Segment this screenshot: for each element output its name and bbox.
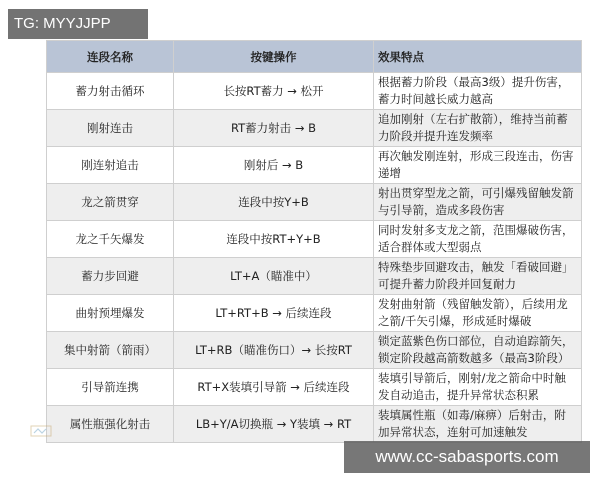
combo-name-cell: 曲射预埋爆发 (47, 295, 174, 332)
watermark-stamp-icon (30, 424, 52, 438)
table-row (47, 406, 582, 443)
header-combo-name: 连段名称 (47, 41, 174, 73)
table-header-row (47, 41, 582, 73)
combo-name-cell: 属性瓶强化射击 (47, 406, 174, 443)
effect-cell: 追加刚射（左右扩散箭），维持当前蓄力阶段并提升连发频率 (374, 110, 582, 147)
effect-cell: 特殊垫步回避攻击，触发「看破回避」可提升蓄力阶段并回复耐力 (374, 258, 582, 295)
table-row (47, 369, 582, 406)
header-effect: 效果特点 (374, 41, 582, 73)
button-input-cell: 连段中按Y+B (174, 184, 374, 221)
combo-name-cell: 龙之箭贯穿 (47, 184, 174, 221)
effect-cell: 根据蓄力阶段（最高3级）提升伤害，蓄力时间越长威力越高 (374, 73, 582, 110)
combo-name-cell: 龙之千矢爆发 (47, 221, 174, 258)
table-row (47, 332, 582, 369)
effect-cell: 发射曲射箭（残留触发箭），后续用龙之箭/千矢引爆，形成延时爆破 (374, 295, 582, 332)
table-row (47, 73, 582, 110)
table-row (47, 147, 582, 184)
button-input-cell: RT+X装填引导箭 → 后续连段 (174, 369, 374, 406)
button-input-cell: 长按RT蓄力 → 松开 (174, 73, 374, 110)
combo-name-cell: 引导箭连携 (47, 369, 174, 406)
table-row (47, 221, 582, 258)
combo-name-cell: 刚连射追击 (47, 147, 174, 184)
table-row (47, 184, 582, 221)
button-input-cell: 刚射后 → B (174, 147, 374, 184)
effect-cell: 再次触发刚连射，形成三段连击，伤害递增 (374, 147, 582, 184)
effect-cell: 射出贯穿型龙之箭，可引爆残留触发箭与引导箭，造成多段伤害 (374, 184, 582, 221)
table-row (47, 258, 582, 295)
combo-name-cell: 刚射连击 (47, 110, 174, 147)
header-button-input: 按键操作 (174, 41, 374, 73)
button-input-cell: LT+RB（瞄准伤口）→ 长按RT (174, 332, 374, 369)
combo-name-cell: 蓄力步回避 (47, 258, 174, 295)
button-input-cell: 连段中按RT+Y+B (174, 221, 374, 258)
effect-cell: 锁定蓝紫色伤口部位，自动追踪箭矢，锁定阶段越高箭数越多（最高3阶段） (374, 332, 582, 369)
button-input-cell: LT+A（瞄准中） (174, 258, 374, 295)
site-watermark: www.cc-sabasports.com (344, 441, 590, 473)
effect-cell: 装填引导箭后，刚射/龙之箭命中时触发自动追击，提升异常状态积累 (374, 369, 582, 406)
button-input-cell: LB+Y/A切换瓶 → Y装填 → RT (174, 406, 374, 443)
table-body (47, 73, 582, 443)
combo-table (46, 40, 582, 443)
table-row (47, 295, 582, 332)
button-input-cell: RT蓄力射击 → B (174, 110, 374, 147)
effect-cell: 装填属性瓶（如毒/麻痹）后射击，附加异常状态，连射可加速触发 (374, 406, 582, 443)
table-row (47, 110, 582, 147)
effect-cell: 同时发射多支龙之箭，范围爆破伤害，适合群体或大型弱点 (374, 221, 582, 258)
button-input-cell: LT+RT+B → 后续连段 (174, 295, 374, 332)
overlay-tag: TG: MYYJJPP (8, 9, 148, 39)
combo-name-cell: 集中射箭（箭雨） (47, 332, 174, 369)
combo-name-cell: 蓄力射击循环 (47, 73, 174, 110)
